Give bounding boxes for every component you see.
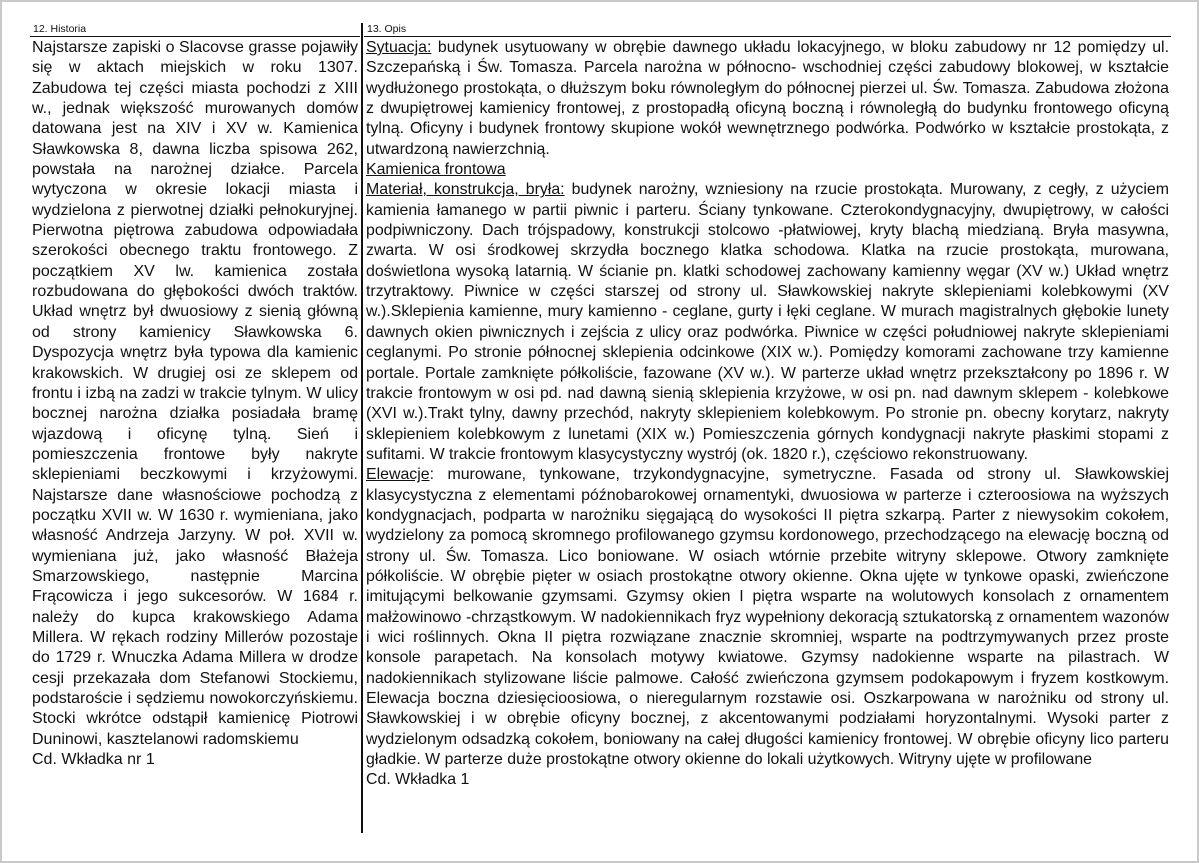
document-sheet bbox=[30, 23, 1171, 833]
history-header: 12. Historia bbox=[30, 23, 360, 37]
elewacje-label: Elewacje bbox=[366, 466, 430, 484]
sytuacja-label: Sytuacja: bbox=[366, 39, 432, 56]
history-body bbox=[30, 37, 360, 770]
material-text: budynek narożny, wzniesiony na rzucie prostokąta. Murowany, z cegły, z użyciem kamienia łamanego w partii piwnic i parteru. Ściany tynkowane. Czterokondygnacyjny, dwupiętrowy, w całości podpiwniczony. Dach trójspadowy, konstrukcji stolcowo -płatwiowej, kryty blachą miedzianą. Bryła masywna, zwarta. W osi środkowej skrzydła bocznego klatka schodowa. Klatka na rzucie prostokąta, murowana, doświetlona wysoką latarnią. W ścianie pn. klatki schodowej zachowany kamienny węgar (XV w.) Układ wnętrz trzytraktowy. Piwnice w części starszej od strony ul. Sławkowskiej nakryte sklepieniami kolebkowymi (XV w.).Sklepienia kamienne, mury kamienno - ceglane, gurty i łęki ceglane. W murach magistralnych głębokie lunety dawnych okien piwnicznych i zejścia z ulicy oraz podwórka. Piwnice w części południowej nakryte sklepieniami ceglanymi. Po stronie północnej sklepienia odcinkowe (XIX w.). Pomiędzy komorami zachowane trzy kamienne portale. Portale zamknięte półkoliście, fazowane (XV w.). W parterze układ wnętrz przekształcony po 1896 r. W trakcie frontowym w osi pd. nad dawną sienią sklepienia krzyżowe, w osi pn. nad dawnym sklepem - kolebkowe (XVI w.).Trakt tylny, dawny przechód, nakryty sklepieniem kolebkowym. Po stronie pn. obecny korytarz, nakryty sklepieniem kolebkowym z lunetami (XIX w.) Pomieszczenia górnych kondygnacji nakryte płaskimi stopami z sufitami. W trakcie frontowym klasycystyczny wystrój (ok. 1820 r.), częściowo rekonstruowany. bbox=[366, 181, 1169, 463]
material-paragraph bbox=[366, 180, 1169, 465]
history-text: Najstarsze zapiski o Slacovse grasse pojawiły się w aktach miejskich w roku 1307. Zabudowa tej części miasta pochodzi z XIII w., jednak większość murowanych domów datowana jest na XIV i XV w. Kamienica Sławkowska 8, dawna liczba spisowa 262, powstała na narożnej działce. Parcela wytyczona w okresie lokacji miasta i wydzielona z pierwotnej działki pełnokuryjnej. Pierwotna piętrowa zabudowa odpowiadała szerokości obecnego traktu frontowego. Z początkiem XV lw. kamienica została rozbudowana do głębokości dwóch traktów. Układ wnętrz był dwuosiowy z sienią główną od strony kamienicy Sławkowska 6. Dyspozycja wnętrz była typowa dla kamienic krakowskich. W drugiej osi ze sklepem od frontu i izbą na zadzi w trakcie tylnym. W ulicy bocznej narożna działka posiadała bramę wjazdową i oficynę tylną. Sień i pomieszczenia frontowe były nakryte sklepieniami beczkowymi i krzyżowymi. Najstarsze dane własnościowe pochodzą z początku XVII w. W 1630 r. wymieniana, jako własność Andrzeja Jarzyny. W poł. XVII w. wymieniana już, jako własność Błażeja Smarzowskiego, następnie Marcina Frącowicza i jego sukcesorów. W 1684 r. należy do kupca krakowskiego Adama Millera. W rękach rodziny Millerów pozostaje do 1729 r. Wnuczka Adama Millera w drodze cesji przekazała dom Stefanowi Stockiemu, podstaroście i sędziemu nowokorczyńskiemu. Stocki wkrótce odstąpił kamienicę Piotrowi Duninowi, kasztelanowi radomskiemu bbox=[32, 39, 358, 748]
description-body bbox=[364, 37, 1171, 791]
history-column bbox=[30, 23, 360, 833]
description-header: 13. Opis bbox=[364, 23, 1171, 37]
sytuacja-paragraph bbox=[366, 38, 1169, 160]
elewacje-text: : murowane, tynkowane, trzykondygnacyjne, symetryczne. Fasada od strony ul. Sławkowskiej klasycystyczna z elementami późnobarokowej ornamentyki, dwuosiowa w parterze i czteroosiowa na wyższych kondygnacjach, podparta w narożniku sięgającą do wysokości II piętra szkarpą. Parter z niewysokim cokołem, wydzielony za pomocą skromnego profilowanego gzymsu kordonowego, przechodzącego na elewację boczną od strony ul. Św. Tomasza. Lico boniowane. W osiach wtórnie przebite witryny sklepowe. Otwory zamknięte półkoliście. W obrębie pięter w osiach prostokątne otwory okienne. Okna ujęte w tynkowe opaski, zwieńczone imitującymi belkowanie gzymsami. Gzymsy okien I piętra wsparte na wolutowych konsolach z ornamentem małżowinowo -chrząstkowym. W nadokiennikach fryz wypełniony dekoracją sztukatorską z ornamentem wazonów i wici roślinnych. Okna II piętra rozwiązane znacznie skromniej, wsparte na podtrzymywanych przez proste konsole parapetach. Na konsolach motywy kwiatowe. Gzymsy nadokienne wsparte na pilastrach. W nadokiennikach stylizowane liście palmowe. Całość zwieńczona gzymsem podokapowym i fryzem kostkowym. Elewacja boczna dziesięcioosiowa, o nieregularnym rozstawie osi. Oszkarpowana w narożniku od strony ul. Sławkowskiej i w obrębie oficyny bocznej, z akcentowanymi podziałami horyzontalnymi. Wysoki parter z wydzielonym odsadzką cokołem, boniowany na całej długości kamienicy frontowej. W obrębie oficyny lico parteru gładkie. W parterze duże prostokątne otwory okienne do lokali użytkowych. Witryny ujęte w profilowane bbox=[366, 466, 1169, 769]
sytuacja-text: budynek usytuowany w obrębie dawnego układu lokacyjnego, w bloku zabudowy nr 12 pomiędzy ul. Szczepańską i Św. Tomasza. Parcela narożna w północno- wschodniej części zabudowy blokowej, w kształcie wydłużonego prostokąta, o dłuższym boku równoległym do północnej pierzei ul. Św. Tomasza. Zabudowa złożona z dwupiętrowej kamienicy frontowej, z prostopadłą oficyną boczną i równoległą do budynku frontowego oficyną tylną. Oficyny i budynek frontowy skupione wokół wewnętrznego podwórka. Podwórko w kształcie prostokąta, z utwardzoną nawierzchnią. bbox=[366, 39, 1169, 158]
description-column bbox=[364, 23, 1171, 833]
history-continued-note: Cd. Wkładka nr 1 bbox=[32, 751, 155, 769]
description-continued-note: Cd. Wkładka 1 bbox=[366, 771, 470, 789]
elewacje-paragraph bbox=[366, 465, 1169, 770]
column-divider bbox=[361, 23, 363, 833]
kamienica-heading: Kamienica frontowa bbox=[366, 161, 506, 179]
material-label: Materiał, konstrukcja, bryła: bbox=[366, 181, 565, 199]
